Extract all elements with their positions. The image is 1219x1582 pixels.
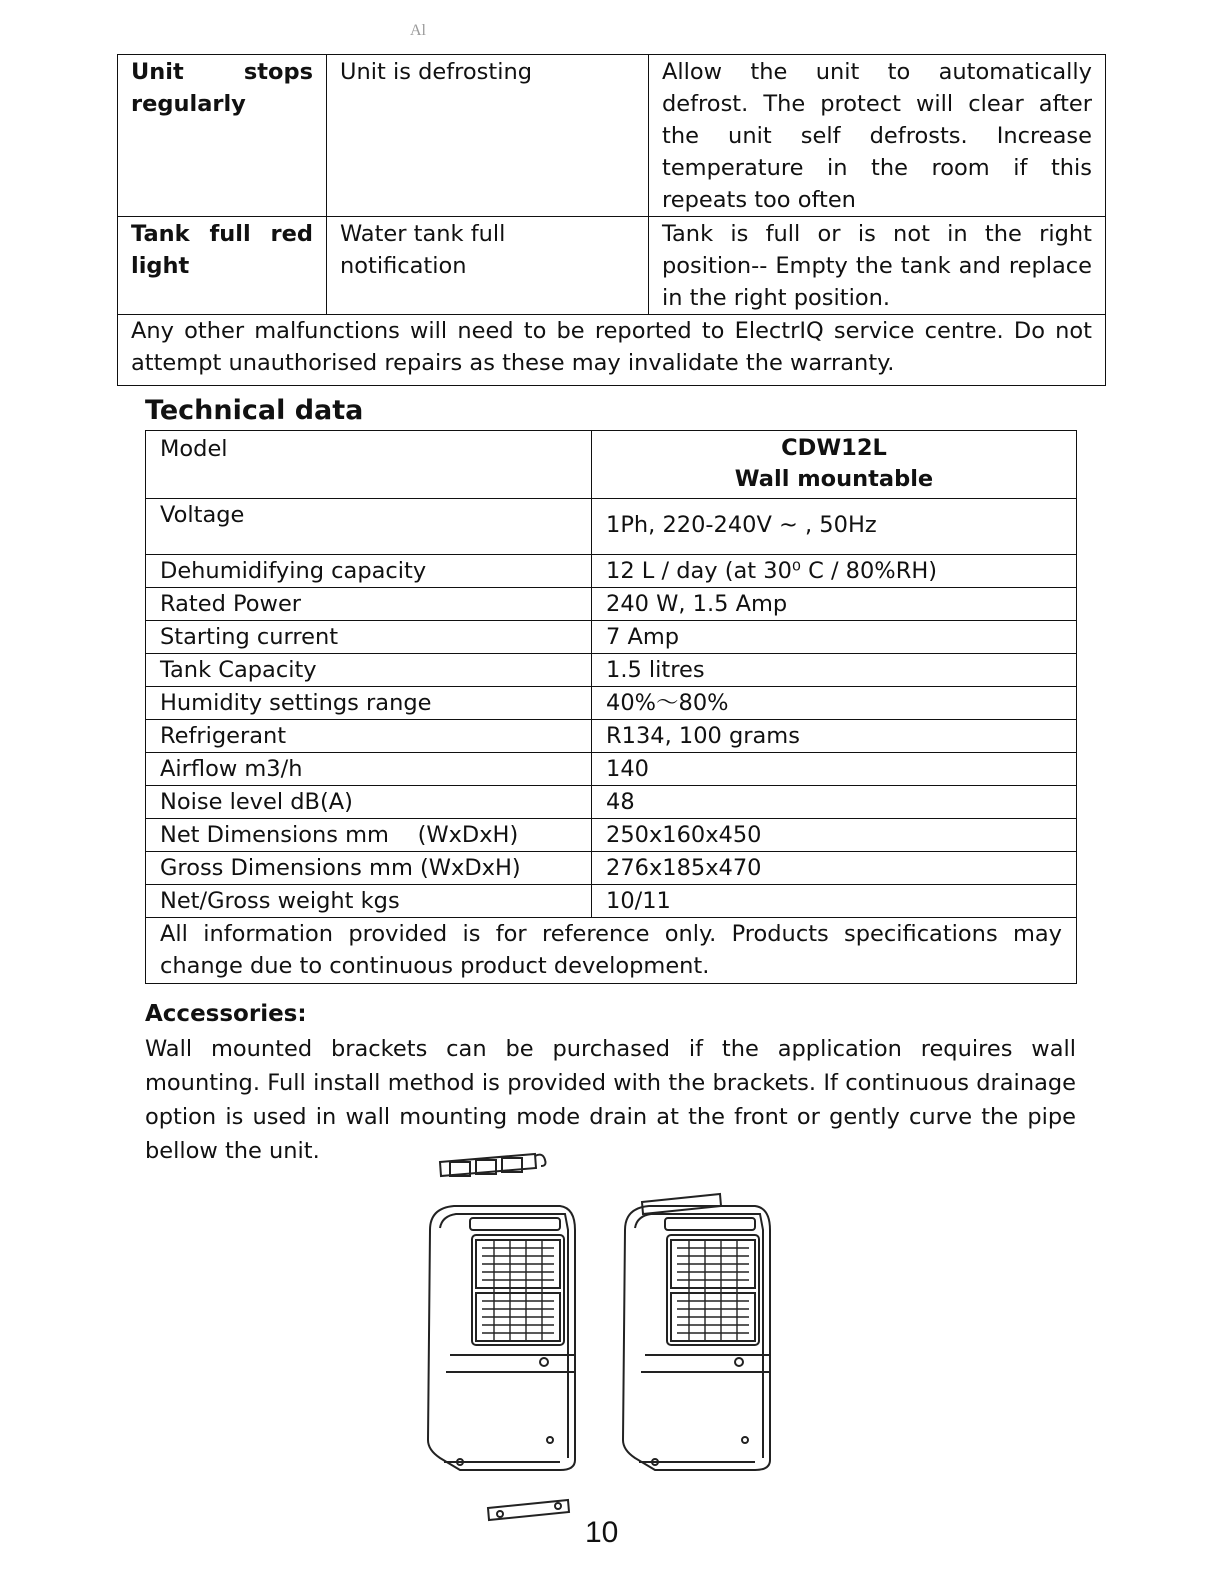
spec-value: 12 L / day (at 30⁰ C / 80%RH) xyxy=(592,555,1077,588)
table-row xyxy=(118,315,1106,386)
dehumidifier-unit-icon xyxy=(428,1206,575,1470)
spec-label: Airflow m3/h xyxy=(146,753,592,786)
spec-value: R134, 100 grams xyxy=(592,720,1077,753)
spec-label: Dehumidifying capacity xyxy=(146,555,592,588)
solution-cell: Tank is full or is not in the right position-- Empty the tank and replace in the right position. xyxy=(649,217,1106,315)
model-value xyxy=(592,431,1077,499)
spec-label: Net/Gross weight kgs xyxy=(146,885,592,918)
spec-label: Refrigerant xyxy=(146,720,592,753)
spec-value: 1.5 litres xyxy=(592,654,1077,687)
technical-data-table xyxy=(145,430,1077,984)
table-row xyxy=(146,852,1077,885)
spec-label: Gross Dimensions mm (WxDxH) xyxy=(146,852,592,885)
table-row xyxy=(146,654,1077,687)
spec-value: 140 xyxy=(592,753,1077,786)
dehumidifier-unit-icon xyxy=(623,1194,770,1470)
spec-value: 48 xyxy=(592,786,1077,819)
spec-value: 40%～80% xyxy=(592,687,1077,720)
spec-value: 276x185x470 xyxy=(592,852,1077,885)
reference-note: All information provided is for reference only. Products specifications may change due to continuous product development. xyxy=(146,918,1077,984)
table-row xyxy=(146,588,1077,621)
problem-cell: Tank full red light xyxy=(118,217,327,315)
spec-value: 7 Amp xyxy=(592,621,1077,654)
table-row xyxy=(118,55,1106,217)
table-row xyxy=(146,720,1077,753)
accessories-text: Wall mounted brackets can be purchased if the application requires wall mounting. Full install method is provided with the brackets. If continuous drainage option is used in wall mounting mode drain at the front or gently curve the pipe bellow the unit. xyxy=(145,1036,1076,1164)
accessories-heading: Accessories: xyxy=(145,1001,307,1027)
table-row xyxy=(146,885,1077,918)
table-row xyxy=(146,753,1077,786)
cause-cell: Unit is defrosting xyxy=(327,55,649,217)
table-row xyxy=(146,819,1077,852)
bracket-bottom-icon xyxy=(488,1500,569,1520)
table-row xyxy=(118,217,1106,315)
table-row xyxy=(146,918,1077,984)
spec-label: Net Dimensions mm (WxDxH) xyxy=(146,819,592,852)
bracket-top-icon xyxy=(440,1154,546,1176)
table-row xyxy=(146,687,1077,720)
spec-label: Tank Capacity xyxy=(146,654,592,687)
table-row xyxy=(146,499,1077,555)
cause-cell: Water tank full notification xyxy=(327,217,649,315)
spec-value: 1Ph, 220-240V ~ , 50Hz xyxy=(592,499,1077,555)
technical-data-heading: Technical data xyxy=(145,395,364,426)
troubleshooting-table xyxy=(117,54,1106,386)
model-name: CDW12L xyxy=(781,435,887,461)
spec-label: Humidity settings range xyxy=(146,687,592,720)
spec-value: 10/11 xyxy=(592,885,1077,918)
spec-value: 250x160x450 xyxy=(592,819,1077,852)
spec-label: Voltage xyxy=(146,499,592,555)
problem-cell: Unit stops regularly xyxy=(118,55,327,217)
model-type: Wall mountable xyxy=(734,466,934,492)
page-number: 10 xyxy=(585,1516,619,1549)
table-row xyxy=(146,786,1077,819)
table-row xyxy=(146,621,1077,654)
spec-label: Noise level dB(A) xyxy=(146,786,592,819)
dehumidifier-wall-mount-illustration xyxy=(410,1140,790,1530)
spec-label: Starting current xyxy=(146,621,592,654)
solution-cell: Allow the unit to automatically defrost. The protect will clear after the unit self defrosts. Increase temperature in the room if this repeats too often xyxy=(649,55,1106,217)
service-note: Any other malfunctions will need to be reported to ElectrIQ service centre. Do not attempt unauthorised repairs as these may invalidate the warranty. xyxy=(118,315,1106,386)
table-row xyxy=(146,431,1077,499)
header-mark: Al xyxy=(410,22,426,39)
spec-label: Rated Power xyxy=(146,588,592,621)
spec-value: 240 W, 1.5 Amp xyxy=(592,588,1077,621)
model-label: Model xyxy=(146,431,592,499)
table-row xyxy=(146,555,1077,588)
